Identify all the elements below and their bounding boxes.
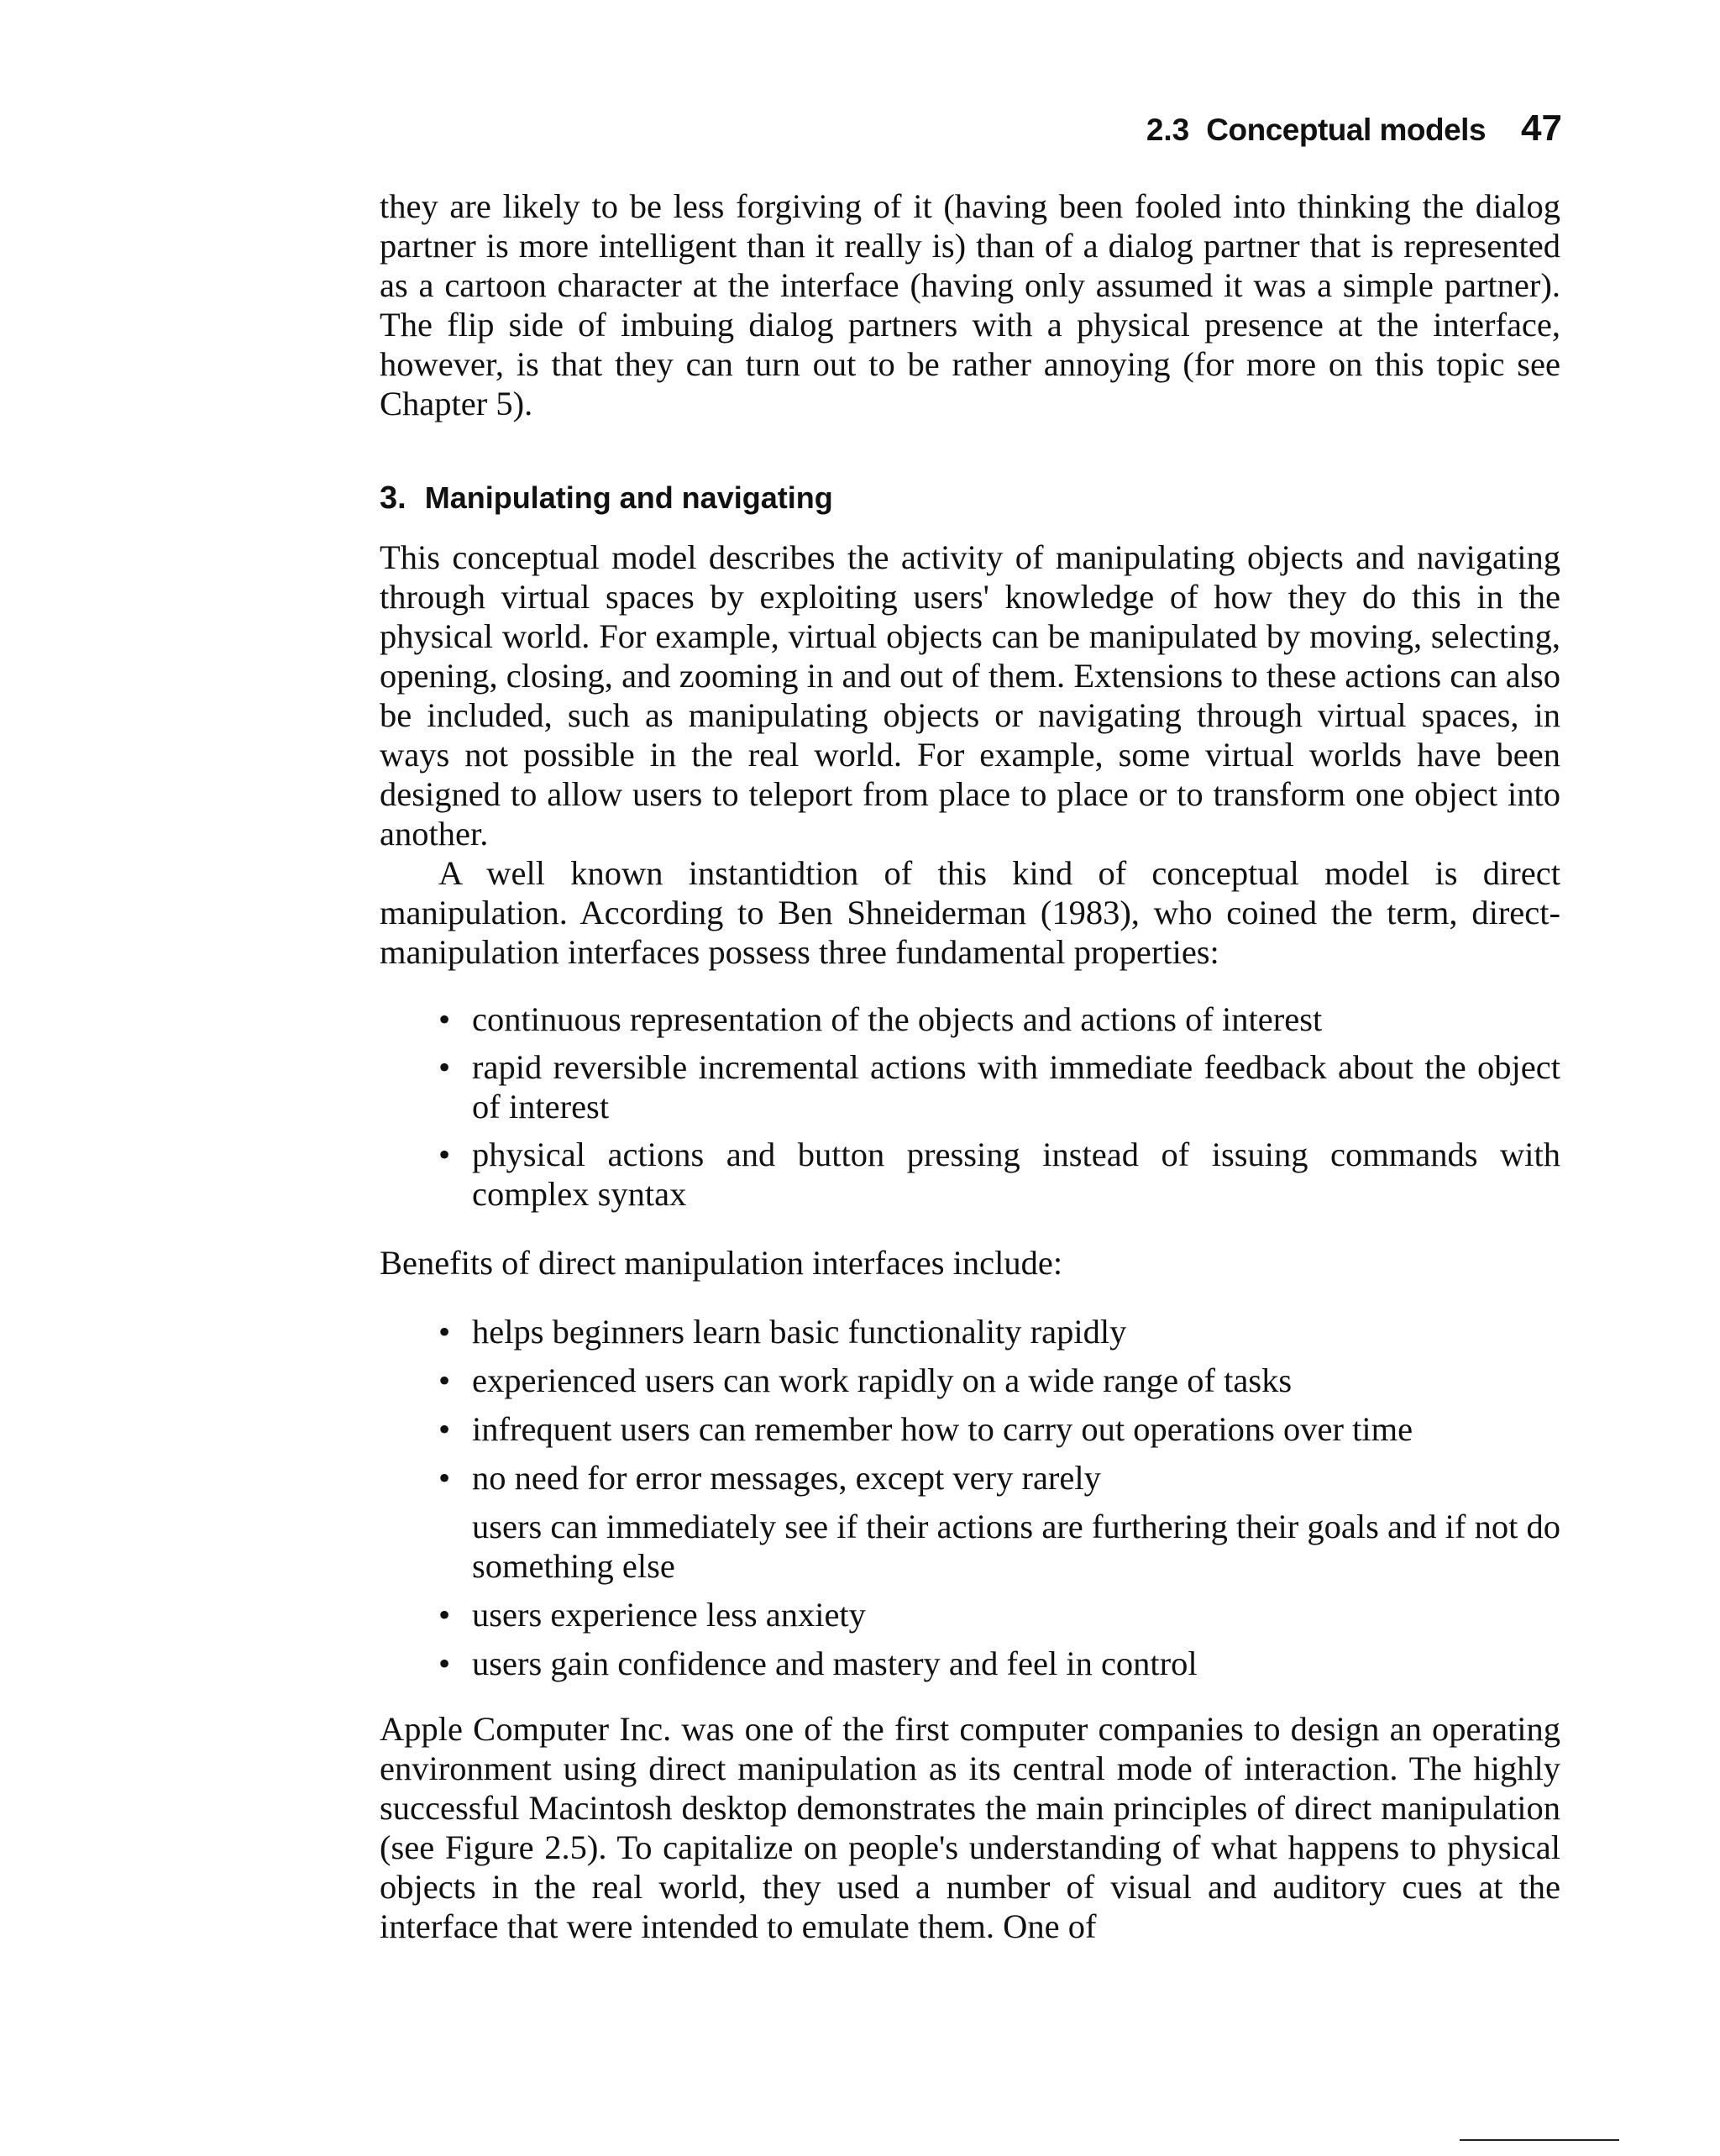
running-head-section-number: 2.3 (1146, 113, 1190, 147)
bullet-icon: • (438, 1596, 451, 1634)
section-heading (380, 480, 1560, 517)
page-number: 47 (1521, 108, 1562, 149)
list-item (380, 1507, 1560, 1586)
bullet-icon: • (438, 1000, 451, 1038)
running-head (1146, 108, 1562, 158)
bullet-icon: • (438, 1410, 451, 1448)
benefits-list (380, 1312, 1560, 1683)
list-item-text: no need for error messages, except very rarely (472, 1459, 1101, 1497)
list-item (380, 1135, 1560, 1214)
section-heading-title: Manipulating and navigating (424, 480, 833, 515)
list-item-text: infrequent users can remember how to carry out operations over time (472, 1410, 1413, 1448)
list-item-text: users can immediately see if their actions are furthering their goals and if not do something else (472, 1508, 1560, 1585)
bullet-icon: • (438, 1048, 451, 1086)
bullet-icon: • (438, 1459, 451, 1497)
paragraph-3: A well known instantidtion of this kind of conceptual model is direct manipulation. According to Ben Shneiderman (1983), who coined the term, direct-manipulation interfaces possess three fundamental properties: (380, 854, 1560, 971)
list-item (380, 1409, 1560, 1449)
list-item (380, 999, 1560, 1039)
list-item (380, 1458, 1560, 1498)
footer-rule (1460, 2139, 1619, 2141)
list-item-text: continuous representation of the objects and actions of interest (472, 1000, 1323, 1038)
paragraph-1: they are likely to be less forgiving of it (having been fooled into thinking the dialog partner is more intelligent than it really is) than of a dialog partner that is represented as a cartoon character at the interface (having only assumed it was a simple partner). The flip side of imbuing dialog partners with a physical presence at the interface, however, is that they can turn out to be rather annoying (for more on this topic see Chapter 5). (380, 187, 1560, 422)
list-item-text: helps beginners learn basic functionality rapidly (472, 1313, 1127, 1351)
list-item-text: users experience less anxiety (472, 1596, 866, 1634)
list-item (380, 1312, 1560, 1351)
paragraph-2: This conceptual model describes the activity of manipulating objects and navigating through virtual spaces by exploiting users' knowledge of how they do this in the physical world. For example, virtual objects can be manipulated by moving, selecting, opening, closing, and zooming in and out of them. Extensions to these actions can also be included, such as manipulating objects or navigating through virtual spaces, in ways not possible in the real world. For example, some virtual worlds have been designed to allow users to teleport from place to place or to transform one object into another. (380, 538, 1560, 852)
list-item-text: users gain confidence and mastery and feel in control (472, 1645, 1198, 1682)
list-item (380, 1361, 1560, 1400)
list-item-text: rapid reversible incremental actions with immediate feedback about the object of interest (472, 1048, 1560, 1125)
running-head-section-title: Conceptual models (1206, 113, 1487, 147)
list-item (380, 1644, 1560, 1683)
list-item-text: physical actions and button pressing instead of issuing commands with complex syntax (472, 1136, 1560, 1213)
bullet-icon: • (438, 1313, 451, 1351)
section-heading-number: 3. (380, 480, 406, 516)
bullet-icon: • (438, 1136, 451, 1173)
list-item-text: experienced users can work rapidly on a wide range of tasks (472, 1361, 1293, 1399)
bullet-icon: • (438, 1645, 451, 1682)
paragraph-4: Apple Computer Inc. was one of the first computer companies to design an operating environment using direct manipulation as its central mode of interaction. The highly successful Macintosh desktop demonstrates the main principles of direct manipulation (see Figure 2.5). To capitalize on people's understanding of what happens to physical objects in the real world, they used a number of visual and auditory cues at the interface that were intended to emulate them. One of (380, 1710, 1560, 1945)
benefits-intro: Benefits of direct manipulation interfaces include: (380, 1244, 1063, 1282)
bullet-icon: • (438, 1361, 451, 1399)
list-item (380, 1047, 1560, 1126)
list-item (380, 1595, 1560, 1634)
properties-list (380, 999, 1560, 1214)
